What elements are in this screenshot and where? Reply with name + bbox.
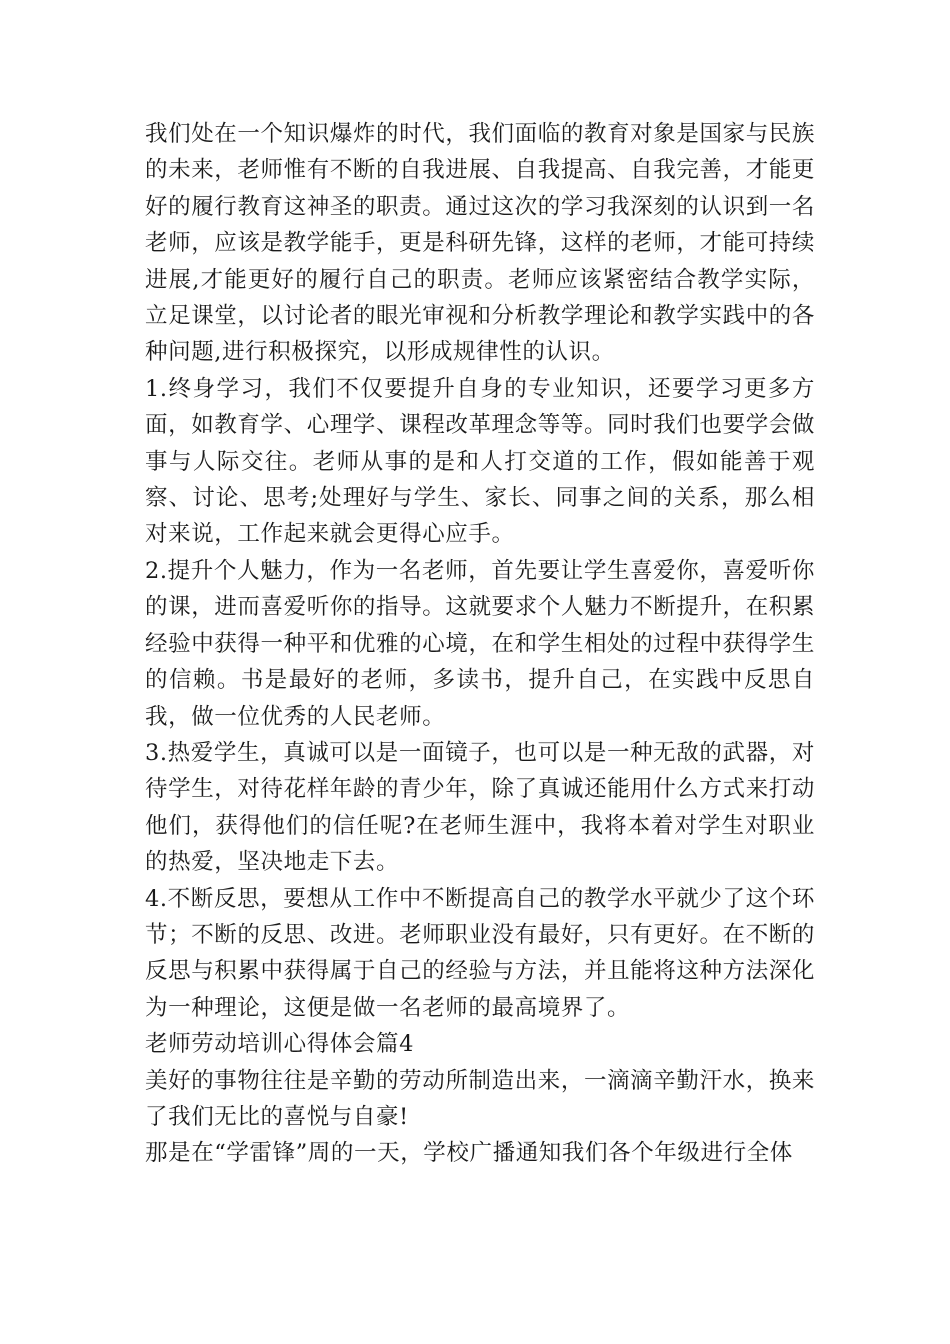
section-paragraph-2: 那是在“学雷锋”周的一天，学校广播通知我们各个年级进行全体	[145, 1140, 793, 1167]
point-2-paragraph: 2.提升个人魅力，作为一名老师，首先要让学生喜爱你，喜爱听你的课，进而喜爱听你的指导。这就要求个人魅力不断提升，在积累经验中获得一种平和优雅的心境，在和学生相处的过程中获得学生的信赖。书是最好的老师，多读书，提升自己，在实践中反思自我，做一位优秀的人民老师。	[145, 557, 815, 730]
section-paragraph-1: 美好的事物往往是辛勤的劳动所制造出来，一滴滴辛勤汗水，换来了我们无比的喜悦与自豪!	[145, 1067, 815, 1130]
point-4-paragraph: 4.不断反思，要想从工作中不断提高自己的教学水平就少了这个环节；不断的反思、改进。老师职业没有最好，只有更好。在不断的反思与积累中获得属于自己的经验与方法，并且能将这种方法深化为一种理论，这便是做一名老师的最高境界了。	[145, 885, 815, 1021]
intro-paragraph: 我们处在一个知识爆炸的时代，我们面临的教育对象是国家与民族的未来，老师惟有不断的自我进展、自我提高、自我完善，才能更好的履行教育这神圣的职责。通过这次的学习我深刻的认识到一名老师，应该是教学能手，更是科研先锋，这样的老师，才能可持续进展,才能更好的履行自己的职责。老师应该紧密结合教学实际，立足课堂，以讨论者的眼光审视和分析教学理论和教学实践中的各种问题,进行积极探究，以形成规律性的认识。	[145, 121, 815, 366]
point-3-paragraph: 3.热爱学生，真诚可以是一面镜子，也可以是一种无敌的武器，对待学生，对待花样年龄的青少年，除了真诚还能用什么方式来打动他们，获得他们的信任呢?在老师生涯中，我将本着对学生对职业的热爱，坚决地走下去。	[145, 739, 815, 876]
section-heading: 老师劳动培训心得体会篇4	[145, 1031, 415, 1058]
document-body	[145, 116, 815, 1172]
point-1-paragraph: 1.终身学习，我们不仅要提升自身的专业知识，还要学习更多方面，如教育学、心理学、课程改革理念等等。同时我们也要学会做事与人际交往。老师从事的是和人打交道的工作，假如能善于观察、讨论、思考;处理好与学生、家长、同事之间的关系，那么相对来说，工作起来就会更得心应手。	[145, 375, 815, 548]
